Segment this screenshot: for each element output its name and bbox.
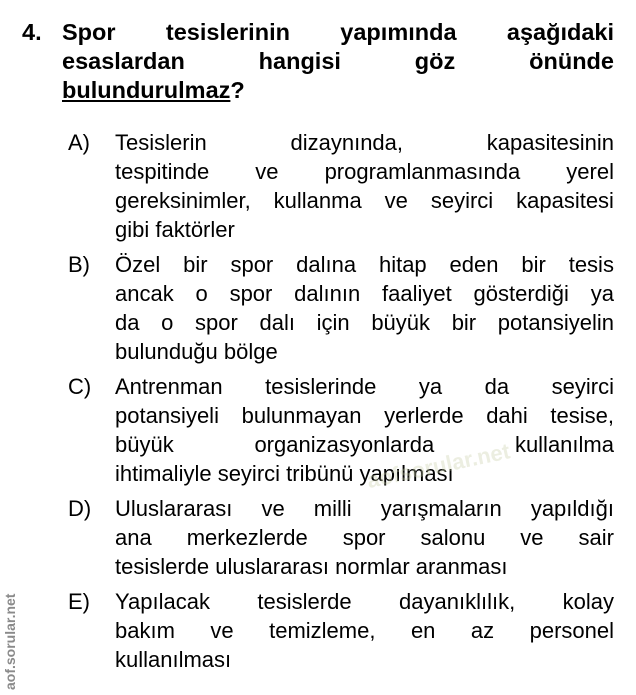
question-suffix: ? bbox=[230, 77, 245, 103]
option-text bbox=[115, 128, 614, 244]
word: Antrenman bbox=[115, 374, 223, 399]
word: esaslardan bbox=[62, 48, 185, 74]
word: potansiyeli bbox=[115, 403, 219, 428]
word: temizleme, bbox=[269, 618, 376, 643]
option-line bbox=[115, 250, 614, 279]
word: o bbox=[195, 281, 208, 306]
word: Tesislerin bbox=[115, 130, 207, 155]
option-line bbox=[115, 157, 614, 186]
word: potansiyelin bbox=[497, 310, 614, 335]
word: tesis bbox=[568, 252, 614, 277]
word: da bbox=[484, 374, 510, 399]
side-watermark: aof.sorular.net bbox=[2, 593, 18, 690]
option-line: bulunduğu bölge bbox=[115, 339, 278, 364]
option-b[interactable] bbox=[68, 250, 614, 366]
option-letter: B) bbox=[68, 252, 90, 277]
word: ve bbox=[210, 618, 234, 643]
word: faaliyet bbox=[382, 281, 452, 306]
word: az bbox=[470, 618, 495, 643]
word: dayanıklılık, bbox=[399, 589, 516, 614]
question-emphasis: bulundurulmaz bbox=[62, 77, 231, 103]
word: personel bbox=[529, 618, 614, 643]
word: kullanma bbox=[273, 188, 362, 213]
word: aşağıdaki bbox=[506, 19, 614, 45]
word: hitap bbox=[378, 252, 427, 277]
word: seyirci bbox=[430, 188, 494, 213]
word: yerlerde bbox=[384, 403, 464, 428]
word: büyük bbox=[371, 310, 431, 335]
word: bir bbox=[451, 310, 477, 335]
word: ana bbox=[115, 525, 152, 550]
option-line bbox=[115, 372, 614, 401]
option-text bbox=[115, 587, 614, 674]
word: tesislerinin bbox=[165, 19, 290, 45]
word: Özel bbox=[115, 252, 161, 277]
word: Uluslararası bbox=[115, 496, 233, 521]
option-line: kullanılması bbox=[115, 647, 232, 672]
word: organizasyonlarda bbox=[254, 432, 435, 457]
word: salonu bbox=[420, 525, 486, 550]
word: spor bbox=[342, 525, 386, 550]
option-line bbox=[115, 308, 614, 337]
word: ancak bbox=[115, 281, 174, 306]
option-line: tesislerde uluslararası normlar aranması bbox=[115, 554, 508, 579]
word: seyirci bbox=[551, 374, 614, 399]
option-d[interactable] bbox=[68, 494, 614, 581]
word: kapasitesi bbox=[516, 188, 614, 213]
option-line: ihtimaliyle seyirci tribünü yapılması bbox=[115, 461, 454, 486]
word: da bbox=[115, 310, 140, 335]
question bbox=[22, 18, 614, 105]
word: ya bbox=[590, 281, 614, 306]
word: gösterdiği bbox=[473, 281, 569, 306]
word: tesislerinde bbox=[265, 374, 377, 399]
question-line-1 bbox=[62, 18, 614, 47]
option-line bbox=[115, 128, 614, 157]
word: spor bbox=[195, 310, 238, 335]
word: dahi bbox=[486, 403, 528, 428]
word: büyük bbox=[115, 432, 174, 457]
word: dizaynında, bbox=[290, 130, 404, 155]
word: tesise, bbox=[550, 403, 614, 428]
word: yapımında bbox=[340, 19, 457, 45]
word: o bbox=[161, 310, 174, 335]
word: için bbox=[316, 310, 350, 335]
options-list bbox=[68, 128, 614, 680]
option-line bbox=[115, 279, 614, 308]
option-line bbox=[115, 186, 614, 215]
option-e[interactable] bbox=[68, 587, 614, 674]
question-line-3 bbox=[62, 76, 614, 105]
option-text bbox=[115, 494, 614, 581]
option-line bbox=[115, 430, 614, 459]
word: spor bbox=[229, 281, 273, 306]
word: ve bbox=[384, 188, 408, 213]
word: dalının bbox=[294, 281, 361, 306]
word: gereksinimler, bbox=[115, 188, 251, 213]
option-line: gibi faktörler bbox=[115, 217, 235, 242]
word: ya bbox=[418, 374, 443, 399]
option-text bbox=[115, 250, 614, 366]
option-letter: A) bbox=[68, 130, 90, 155]
word: kullanılma bbox=[514, 432, 614, 457]
option-line bbox=[115, 401, 614, 430]
watermark: aofsorular.net bbox=[364, 438, 513, 494]
word: bir bbox=[521, 252, 546, 277]
question-text bbox=[62, 18, 614, 105]
word: sair bbox=[578, 525, 614, 550]
word: tesislerde bbox=[257, 589, 352, 614]
question-number: 4. bbox=[22, 19, 42, 45]
option-line bbox=[115, 587, 614, 616]
word: eden bbox=[449, 252, 499, 277]
word: bulunmayan bbox=[241, 403, 362, 428]
word: kolay bbox=[562, 589, 614, 614]
option-letter: E) bbox=[68, 589, 90, 614]
word: Spor bbox=[62, 19, 116, 45]
word: merkezlerde bbox=[186, 525, 308, 550]
word: ve bbox=[255, 159, 279, 184]
word: milli bbox=[313, 496, 352, 521]
option-a[interactable] bbox=[68, 128, 614, 244]
word: yarışmaların bbox=[380, 496, 502, 521]
word: dalına bbox=[296, 252, 357, 277]
word: kapasitesinin bbox=[486, 130, 614, 155]
option-letter: D) bbox=[68, 496, 92, 521]
word: spor bbox=[230, 252, 274, 277]
option-line bbox=[115, 523, 614, 552]
option-letter: C) bbox=[68, 374, 92, 399]
word: hangisi bbox=[258, 48, 341, 74]
word: programlanmasında bbox=[324, 159, 521, 184]
word: ve bbox=[261, 496, 285, 521]
option-line bbox=[115, 616, 614, 645]
word: yerel bbox=[566, 159, 614, 184]
word: bir bbox=[183, 252, 208, 277]
word: bakım bbox=[115, 618, 175, 643]
word: Yapılacak bbox=[115, 589, 210, 614]
word: tespitinde bbox=[115, 159, 210, 184]
option-line bbox=[115, 494, 614, 523]
option-c[interactable] bbox=[68, 372, 614, 488]
word: göz bbox=[414, 48, 456, 74]
word: ve bbox=[520, 525, 544, 550]
question-line-2 bbox=[62, 47, 614, 76]
word: önünde bbox=[529, 48, 614, 74]
word: dalı bbox=[259, 310, 295, 335]
word: en bbox=[410, 618, 436, 643]
word: yapıldığı bbox=[530, 496, 614, 521]
